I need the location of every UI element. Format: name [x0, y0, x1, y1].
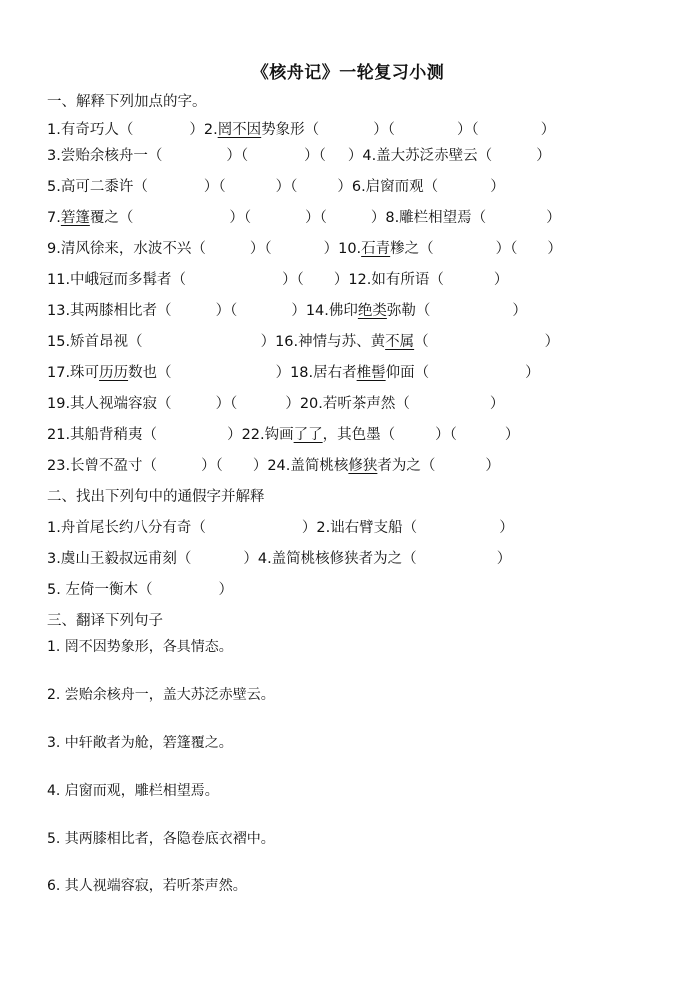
translate-item-6: 6. 其人视端容寂，若听茶声然。 [47, 878, 247, 894]
q24-number: 24.盖简桃核 [267, 458, 349, 474]
tongjia-q1-close: ） [301, 520, 317, 536]
q2-sep2: ）（ [456, 122, 479, 138]
page-title: 《核舟记》一轮复习小测 [251, 63, 445, 83]
q5-sep1: ）（ [203, 179, 226, 195]
q11-close: ） [333, 272, 349, 288]
tongjia-q1-text: 1.舟首尾长约八分有奇（ [47, 520, 206, 536]
q22-number: 22.钩画 [241, 427, 294, 443]
q22-underlined: 了了 [293, 427, 323, 443]
translate-item-4: 4. 启窗而观，雕栏相望焉。 [47, 783, 219, 799]
q20-close: ） [489, 396, 505, 412]
q23-close: ） [252, 458, 268, 474]
question-line-1 [47, 121, 555, 139]
q15-text: 15.矫首昂视（ [47, 334, 143, 350]
q3-sep1: ）（ [226, 148, 249, 164]
q5-close: ） [337, 179, 352, 195]
q21-text: 21.其船背稍夷（ [47, 427, 158, 443]
question-line-9 [47, 364, 540, 382]
q22-sep1: ）（ [435, 427, 457, 443]
q10-close: ） [547, 241, 562, 257]
q11-text: 11.中峨冠而多髯者（ [47, 272, 187, 288]
tongjia-line-2 [47, 550, 511, 568]
translate-item-1: 1. 罔不因势象形，各具情态。 [47, 639, 233, 655]
q5-text: 5.高可二黍许（ [47, 179, 148, 195]
q24-close: ） [485, 458, 500, 474]
q2-number: 2. [203, 122, 218, 138]
q17-close: ） [275, 365, 291, 381]
q4-close: ） [536, 148, 551, 164]
q12-text: 12.如有所语（ [348, 272, 444, 288]
q9-sep1: ）（ [249, 241, 272, 257]
tongjia-q4-close: ） [496, 551, 512, 567]
section-heading-3: 三、翻译下列句子 [47, 613, 163, 629]
q1-text: 1.有奇巧人（ [47, 122, 134, 138]
question-line-11 [47, 426, 519, 444]
q19-sep1: ）（ [215, 396, 238, 412]
q14-number: 14.佛印 [305, 303, 358, 319]
q9-text: 9.清风徐来，水波不兴（ [47, 241, 206, 257]
q7-close: ） [370, 210, 386, 226]
question-line-2 [47, 147, 551, 165]
section-heading-2: 二、找出下列句中的通假字并解释 [47, 489, 265, 505]
q3-close: ） [347, 148, 363, 164]
q8-close: ） [546, 210, 561, 226]
question-line-3 [47, 178, 505, 196]
question-line-7 [47, 302, 527, 320]
q10-underlined: 石青 [361, 241, 391, 257]
question-line-8 [47, 333, 559, 351]
q16-number: 16.神情与苏、黄 [275, 334, 386, 350]
question-line-5 [47, 240, 562, 258]
q16-close: ） [544, 334, 560, 350]
q18-text: 仰面（ [385, 365, 430, 381]
q2-text: 势象形（ [261, 122, 320, 138]
q10-number: 10. [338, 241, 362, 257]
q7-underlined: 箬篷 [60, 210, 90, 226]
q7-sep1: ）（ [229, 210, 252, 226]
q13-close: ） [291, 303, 306, 319]
q22-close: ） [504, 427, 520, 443]
q7-number: 7. [47, 210, 61, 226]
q17-underlined: 历历 [99, 365, 129, 381]
q7-text: 覆之（ [89, 210, 134, 226]
q22-text: ，其色墨（ [322, 427, 396, 443]
q12-close: ） [493, 272, 509, 288]
q15-close: ） [260, 334, 276, 350]
tongjia-line-1 [47, 519, 514, 537]
q6-text: 6.启窗而观（ [351, 179, 439, 195]
section-heading-1: 一、解释下列加点的字。 [47, 94, 207, 110]
q14-close: ） [512, 303, 527, 319]
translate-item-3: 3. 中轩敞者为舱，箬篷覆之。 [47, 735, 233, 751]
q17-number: 17.珠可 [47, 365, 100, 381]
q20-text: 20.若听茶声然（ [299, 396, 410, 412]
question-line-12 [47, 457, 500, 475]
q6-close: ） [490, 179, 505, 195]
q9-close: ） [323, 241, 339, 257]
q23-text: 23.长曾不盈寸（ [47, 458, 158, 474]
q24-underlined: 修狭 [348, 458, 378, 474]
q19-close: ） [285, 396, 300, 412]
q3-sep2: ）（ [304, 148, 326, 164]
q2-close: ） [540, 122, 556, 138]
tongjia-q2-text: 2.诎右臂支船（ [316, 520, 418, 536]
question-line-4 [47, 209, 561, 227]
q10-sep1: ）（ [495, 241, 518, 257]
q18-close: ） [525, 365, 540, 381]
q1-close: ） [189, 122, 204, 138]
q3-text: 3.尝贻余核舟一（ [47, 148, 163, 164]
tongjia-line-3 [47, 581, 233, 599]
tongjia-q4-text: 4.盖简桃核修狭者为之（ [257, 551, 417, 567]
q14-underlined: 绝类 [357, 303, 387, 319]
q18-number: 18.居右者 [290, 365, 357, 381]
tongjia-q2-close: ） [499, 520, 514, 536]
q17-text: 数也（ [128, 365, 172, 381]
q19-text: 19.其人视端容寂（ [47, 396, 172, 412]
q2-underlined: 罔不因 [217, 122, 262, 138]
translate-item-5: 5. 其两膝相比者，各隐卷底衣褶中。 [47, 831, 275, 847]
q18-underlined: 椎髻 [356, 365, 386, 381]
q7-sep2: ）（ [305, 210, 327, 226]
q16-text: （ [414, 334, 429, 350]
q10-text: 糁之（ [390, 241, 434, 257]
q16-underlined: 不属 [385, 334, 415, 350]
q2-sep1: ）（ [373, 122, 395, 138]
q21-close: ） [227, 427, 242, 443]
q24-text: 者为之（ [377, 458, 436, 474]
q13-text: 13.其两膝相比者（ [47, 303, 172, 319]
q14-text: 弥勒（ [386, 303, 431, 319]
q11-sep1: ）（ [282, 272, 304, 288]
q5-sep2: ）（ [275, 179, 298, 195]
q8-text: 8.雕栏相望焉（ [385, 210, 487, 226]
q4-text: 4.盖大苏泛赤壁云（ [362, 148, 493, 164]
translate-item-2: 2. 尝贻余核舟一，盖大苏泛赤壁云。 [47, 687, 275, 703]
tongjia-q5-close: ） [218, 582, 233, 598]
tongjia-q3-text: 3.虞山王毅叔远甫刻（ [47, 551, 192, 567]
q13-sep1: ）（ [215, 303, 238, 319]
question-line-10 [47, 395, 504, 413]
tongjia-q5-text: 5. 左倚一衡木（ [47, 582, 153, 598]
question-line-6 [47, 271, 508, 289]
q23-sep1: ）（ [201, 458, 223, 474]
tongjia-q3-close: ） [243, 551, 258, 567]
